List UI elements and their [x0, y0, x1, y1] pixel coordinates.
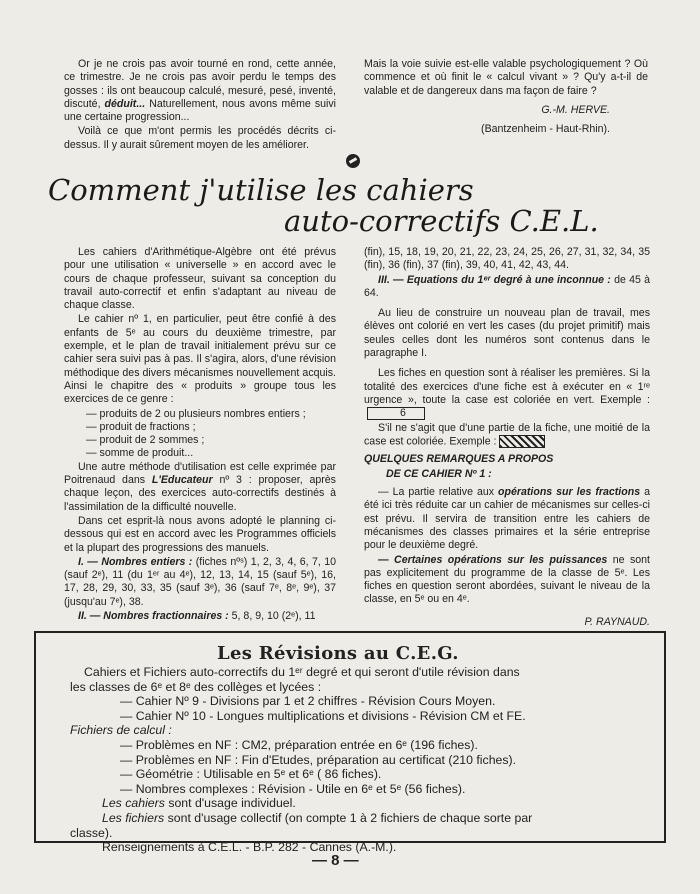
list-item: — produit de fractions ; — [86, 421, 336, 434]
text-line: Les cahiers sont d'usage individuel. — [102, 796, 296, 811]
paragraph: Au lieu de construire un nouveau plan de travail, mes élèves ont colorié en vert les cases (du projet primitif) mais seules celles dont les numéros sont contenus dans le paragraphe I. — [364, 307, 650, 360]
revisions-body — [70, 665, 650, 855]
remarks-heading: DE CE CAHIER Nº 1 : — [386, 467, 492, 480]
top-left-column — [64, 58, 336, 153]
text-line: les classes de 6ᵉ et 8ᵉ des collèges et lycées : — [70, 679, 322, 694]
text-line: classe). — [70, 825, 113, 840]
paragraph: Or je ne crois pas avoir tourné en rond, cette année, ce trimestre. Je ne crois pas avoir perdu le temps des gosses : ils ont beaucoup calculé, mesuré, pesé, inventé, discuté, déduit... Naturellement, nous avons même suivi une certaine progression... — [64, 58, 337, 124]
top-right-column — [364, 58, 648, 137]
author: G.-M. HERVE. — [541, 103, 610, 116]
paragraph: Mais la voie suivie est-elle valable psychologiquement ? Où commence et où finit le « calcul vivant » ? Qu'y a-t-il de valable et de dangereux dans ma façon de faire ? — [364, 58, 648, 97]
article-title-line1: Comment j'utilise les cahiers — [48, 173, 474, 207]
text-line: — Géométrie : Utilisable en 5ᵉ et 6ᵉ ( 86 fiches). — [120, 767, 382, 782]
paragraph: Les fiches en question sont à réaliser les premières. Si la totalité des exercices d'une fiche est à exécuter en « 1ʳᵉ urgence », toute la case est coloriée en vert. Exemple : 6 — [364, 367, 650, 420]
remarks-heading: QUELQUES REMARQUES A PROPOS — [364, 453, 554, 466]
example-box-half — [499, 435, 545, 448]
text-line: Les fichiers sont d'usage collectif (on compte 1 à 2 fichiers de chaque sorte par — [102, 810, 533, 825]
text-line: — Problèmes en NF : Fin d'Etudes, préparation au certificat (210 fiches). — [120, 752, 517, 767]
text-line: — Cahier Nº 9 - Divisions par 1 et 2 chiffres - Révision Cours Moyen. — [120, 694, 496, 709]
paragraph: Voilà ce que m'ont permis les procédés décrits ci-dessus. Il y aurait sûrement moyen de les améliorer. — [64, 125, 336, 151]
page-number: — 8 — — [312, 852, 359, 869]
text-line: Cahiers et Fichiers auto-correctifs du 1ᵉʳ degré et qui seront d'utile révision dans — [84, 665, 520, 679]
text-line: Fichiers de calcul : — [70, 723, 172, 738]
paragraph: Les cahiers d'Arithmétique-Algèbre ont été prévus pour une utilisation « universelle » en accord avec le cours de chaque professeur, suivant sa conception du travail auto-correctif et enfin s'adaptant au niveau de chaque classe. — [64, 246, 336, 312]
revisions-title: Les Révisions au C.E.G. — [217, 643, 459, 664]
section-3: III. — Equations du 1ᵉʳ degré à une inconnue : de 45 à 64. — [364, 273, 650, 299]
revisions-box — [34, 631, 666, 855]
place: (Bantzenheim - Haut-Rhin). — [481, 123, 610, 136]
paragraph: Dans cet esprit-là nous avons adopté le planning ci-dessous qui est en accord avec les Programmes officiels et la plupart des progressions des manuels. — [64, 514, 336, 554]
product-list — [64, 408, 336, 461]
section-2: II. — Nombres fractionnaires : 5, 8, 9, 10 (2ᵉ), 11 — [78, 610, 316, 623]
author: P. RAYNAUD. — [584, 615, 650, 628]
list-item: — produit de 2 sommes ; — [86, 434, 336, 447]
paragraph: Le cahier nº 1, en particulier, peut être confié à des enfants de 5ᵉ au cours du deuxième trimestre, par exemple, et le plan de travail initialement prévu sur ce cahier sera suivi pas à pas. Il s'agira, alors, d'une révision méthodique des divers mécanismes nouvellement acquis. Ainsi le chapitre des « produits » groupe tous les exercices de ce genre : — [64, 313, 336, 406]
list-item: — produits de 2 ou plusieurs nombres entiers ; — [86, 408, 336, 421]
paragraph: — Certaines opérations sur les puissances ne sont pas explicitement du programme de la classe de 5ᵉ. Les fiches en question seront abordées, suivant le niveau de la classe, en 5ᵉ ou en 4ᵉ. — [364, 553, 650, 606]
paragraph: Une autre méthode d'utilisation est celle exprimée par Poitrenaud dans L'Educateur nº 3 : proposer, après chaque leçon, des exercices auto-correctifs destinés à l'assimilation de la difficulté nouvelle. — [64, 460, 336, 513]
main-left-column — [64, 246, 336, 624]
paragraph: — La partie relative aux opérations sur les fractions a été ici très réduite car un cahier de mécanismes sur celles-ci est prévu. Il servira de transition entre les cahiers de mécanismes des classes primaires et la série entreprise pour le deuxième degré. — [364, 486, 650, 552]
text-line: — Nombres complexes : Révision - Utile en 6ᵉ et 5ᵉ (56 fiches). — [120, 781, 466, 796]
main-right-column — [364, 246, 650, 630]
ornament-icon — [346, 154, 360, 168]
text-line: — Cahier Nº 10 - Longues multiplications et divisions - Révision CM et FE. — [120, 708, 526, 723]
paragraph: (fin), 15, 18, 19, 20, 21, 22, 23, 24, 25, 26, 27, 31, 32, 34, 35 (fin), 36 (fin), 37 (fin), 39, 40, 41, 42, 43, 44. — [364, 246, 650, 272]
section-1: I. — Nombres entiers : (fiches nºˢ) 1, 2, 3, 4, 6, 7, 10 (sauf 2ᵉ), 11 (du 1ᵉʳ au 4ᵉ), 12, 13, 14, 15 (sauf 5ᵉ), 16, 17, 28, 29, 30, 33, 35 (sauf 3ᵉ), 36 (sauf 7ᵉ, 8ᵉ, 9ᵉ), 37 (jusqu'au 7ᵉ), 38. — [64, 555, 336, 608]
list-item: — somme de produit... — [86, 447, 336, 460]
text-line: — Problèmes en NF : CM2, préparation entrée en 6ᵉ (196 fiches). — [120, 737, 478, 752]
paragraph: S'il ne s'agit que d'une partie de la fiche, une moitié de la case est coloriée. Exemple : — [364, 421, 650, 448]
article-title-line2: auto-correctifs C.E.L. — [284, 204, 599, 238]
example-box-full: 6 — [367, 407, 425, 420]
text-line: Renseignements à C.E.L. - B.P. 282 - Cannes (A.-M.). — [102, 840, 397, 855]
